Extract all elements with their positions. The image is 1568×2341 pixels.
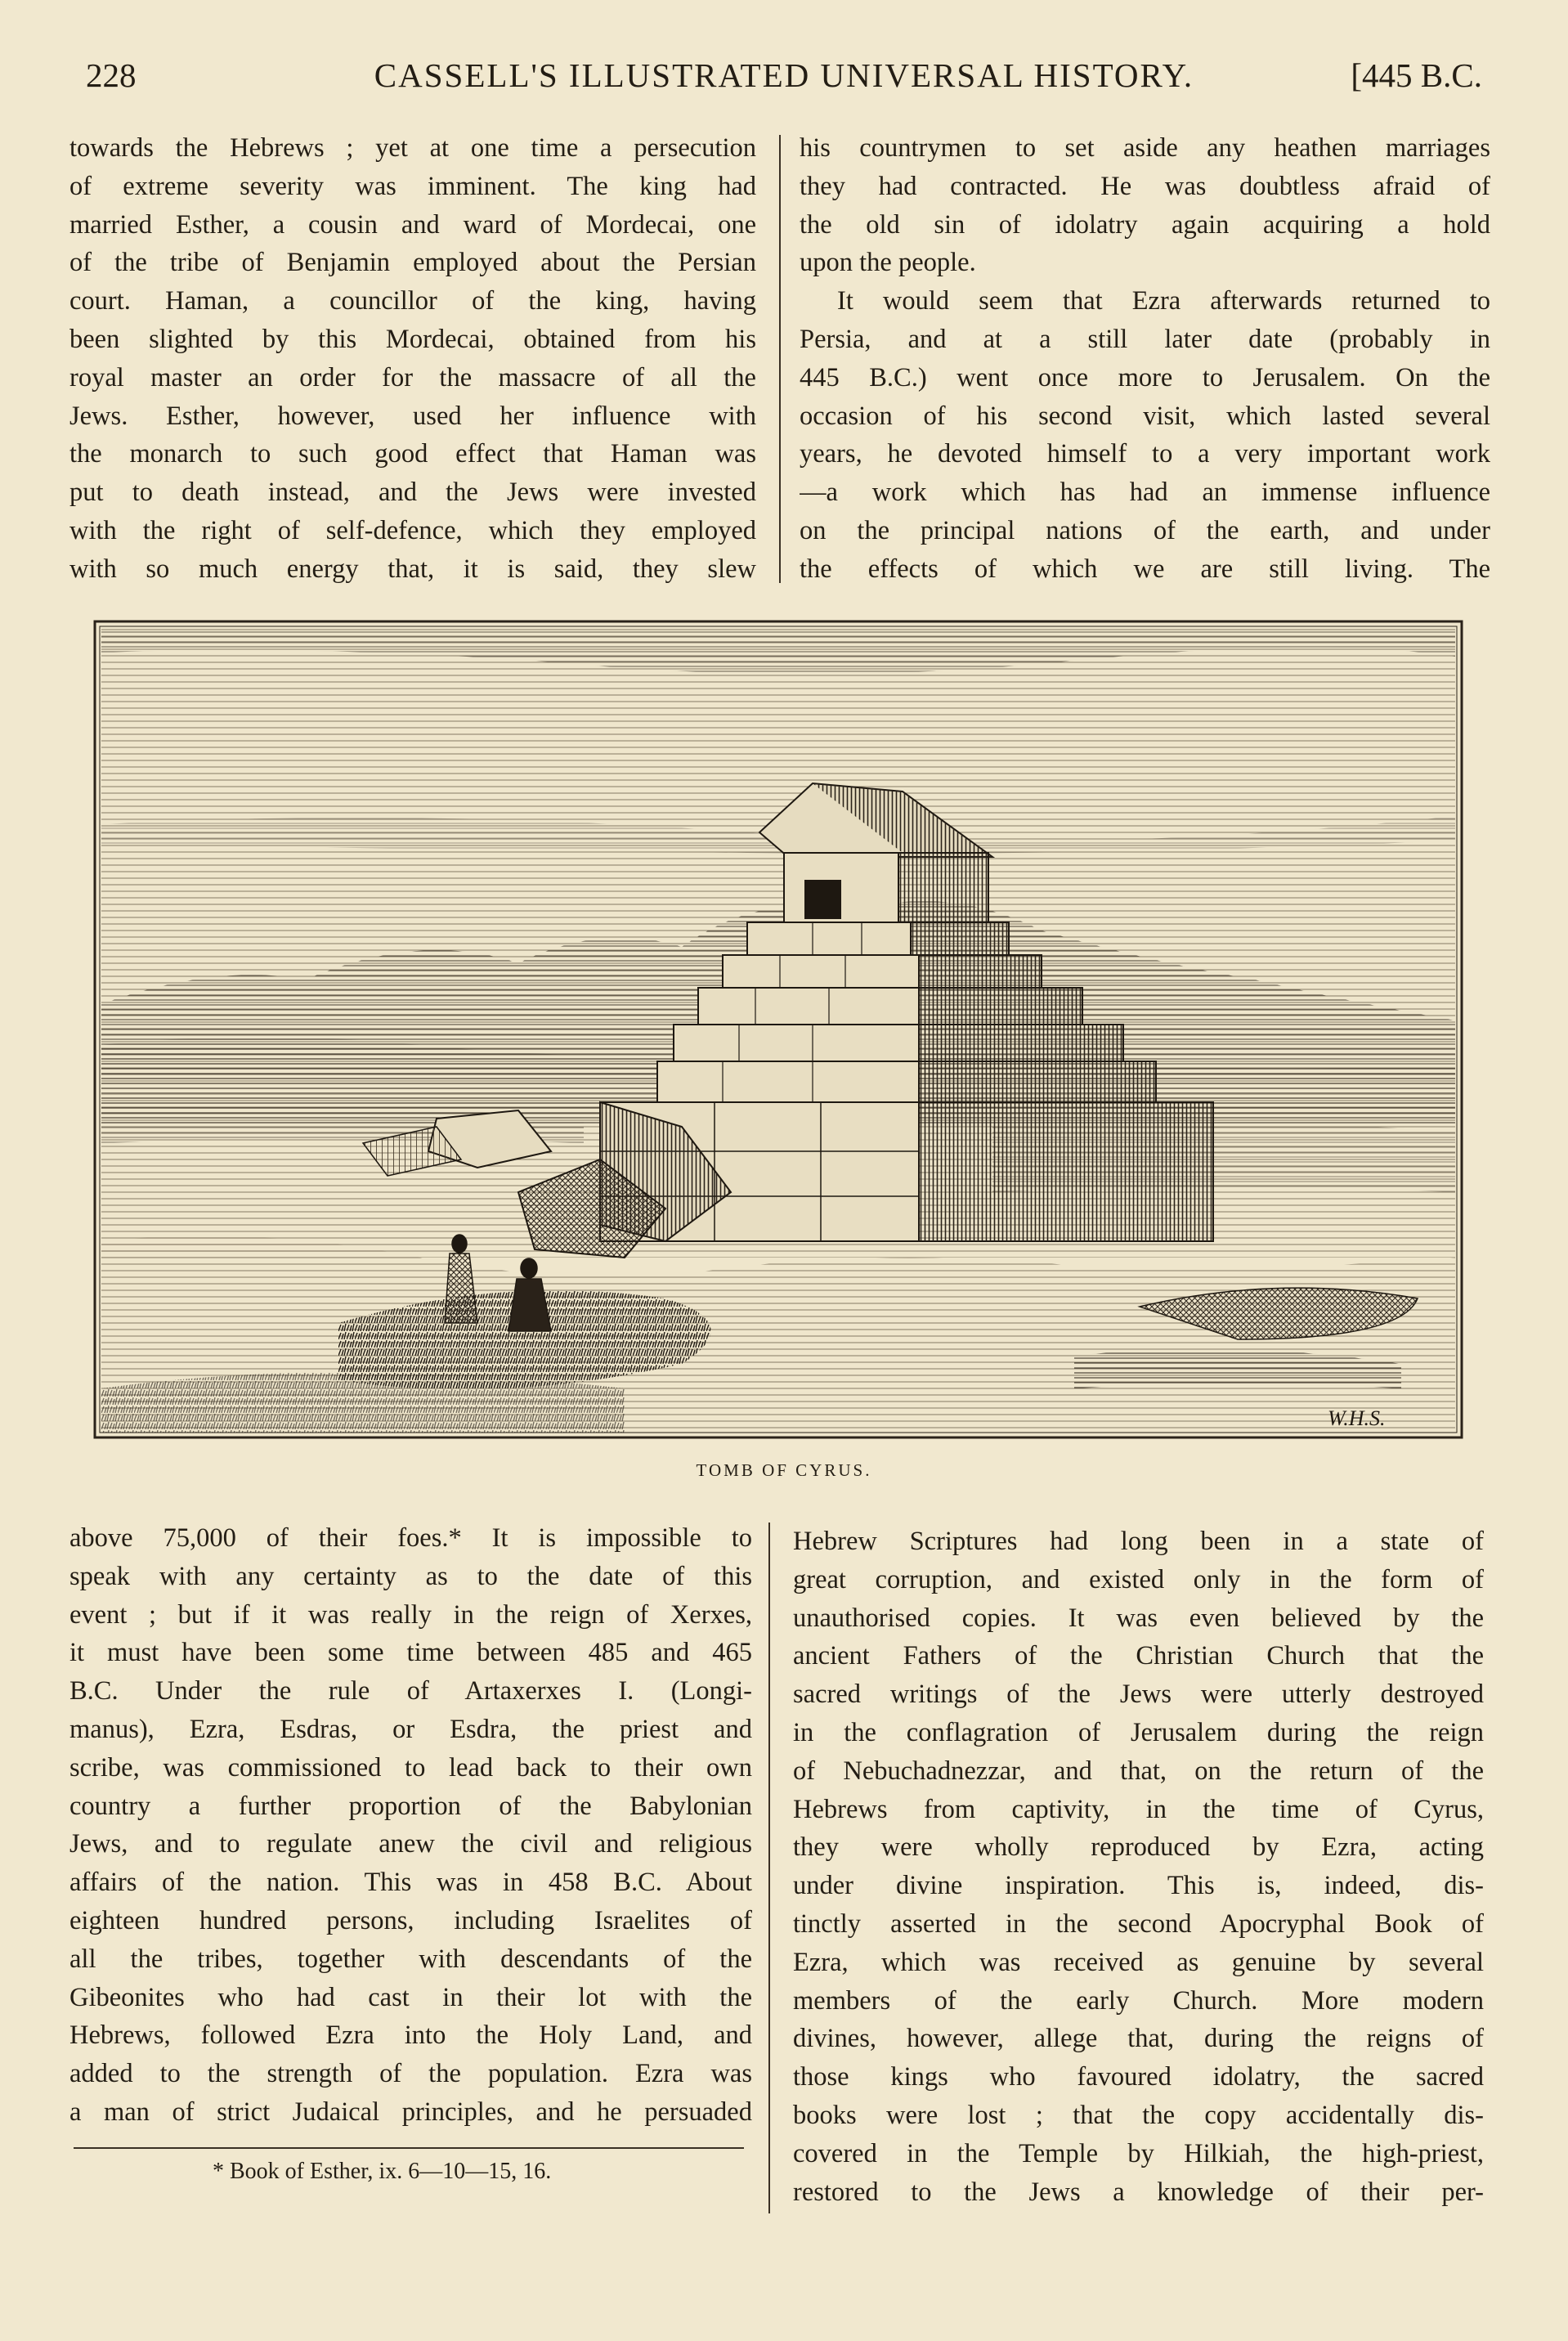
- text-line: great corruption, and existed only in the form of: [793, 1564, 1484, 1594]
- text-line: of extreme severity was imminent. The king had: [69, 171, 756, 201]
- text-line: Hebrews from captivity, in the time of Cyrus,: [793, 1794, 1484, 1824]
- text-line: it must have been some time between 485 and 465: [69, 1638, 752, 1668]
- footnote: * Book of Esther, ix. 6—10—15, 16.: [213, 2159, 552, 2184]
- text-line: Jews, and to regulate anew the civil and religious: [69, 1829, 752, 1859]
- text-line: of Nebuchadnezzar, and that, on the return of the: [793, 1756, 1484, 1786]
- text-line: country a further proportion of the Babylonian: [69, 1791, 752, 1821]
- column-divider: [779, 135, 781, 583]
- date-reference: [445 B.C.: [1351, 56, 1482, 94]
- text-line: a man of strict Judaical principles, and he persuaded: [69, 2097, 752, 2127]
- running-title: CASSELL'S ILLUSTRATED UNIVERSAL HISTORY.: [374, 56, 1194, 94]
- text-line: Gibeonites who had cast in their lot with the: [69, 1982, 752, 2012]
- text-line: his countrymen to set aside any heathen marriages: [800, 133, 1490, 163]
- page-header: [86, 51, 1482, 100]
- text-line: the effects of which we are still living. The: [800, 554, 1490, 584]
- text-line: all the tribes, together with descendants of the: [69, 1944, 752, 1974]
- text-line: in the conflagration of Jerusalem during the reign: [793, 1717, 1484, 1747]
- text-line: members of the early Church. More modern: [793, 1985, 1484, 2016]
- text-line: been slighted by this Mordecai, obtained from his: [69, 324, 756, 354]
- text-line: ancient Fathers of the Christian Church that the: [793, 1641, 1484, 1671]
- text-line: with the right of self-defence, which they employed: [69, 515, 756, 545]
- text-line: affairs of the nation. This was in 458 B.C. About: [69, 1868, 752, 1898]
- text-line: covered in the Temple by Hilkiah, the high-priest,: [793, 2138, 1484, 2168]
- artist-signature: W.H.S.: [1328, 1406, 1386, 1430]
- text-line: 445 B.C.) went once more to Jerusalem. On the: [800, 362, 1490, 392]
- text-line: Hebrews, followed Ezra into the Holy Land, and: [69, 2020, 752, 2051]
- text-line: B.C. Under the rule of Artaxerxes I. (Longi-: [69, 1676, 752, 1706]
- text-line: added to the strength of the population. Ezra was: [69, 2059, 752, 2089]
- text-line: the old sin of idolatry again acquiring a hold: [800, 209, 1490, 240]
- text-line: scribe, was commissioned to lead back to their own: [69, 1752, 752, 1783]
- text-line: royal master an order for the massacre of all the: [69, 362, 756, 392]
- text-column-bottom-left: [69, 1519, 752, 2132]
- text-line: occasion of his second visit, which lasted several: [800, 401, 1490, 431]
- text-line: with so much energy that, it is said, they slew: [69, 554, 756, 584]
- figure-caption: TOMB OF CYRUS.: [696, 1460, 872, 1480]
- text-line: of the tribe of Benjamin employed about the Persian: [69, 248, 756, 278]
- text-line: those kings who favoured idolatry, the sacred: [793, 2062, 1484, 2092]
- text-line: they were wholly reproduced by Ezra, acting: [793, 1832, 1484, 1863]
- text-line: tinctly asserted in the second Apocryphal Book of: [793, 1908, 1484, 1939]
- text-line: It would seem that Ezra afterwards returned to: [837, 286, 1490, 316]
- text-line: Hebrew Scriptures had long been in a state of: [793, 1527, 1484, 1556]
- text-line: Persia, and at a still later date (probably in: [800, 324, 1490, 354]
- text-line: upon the people.: [800, 248, 976, 278]
- text-line: divines, however, allege that, during the reigns of: [793, 2024, 1484, 2054]
- text-line: married Esther, a cousin and ward of Mordecai, one: [69, 209, 756, 240]
- text-line: restored to the Jews a knowledge of their per-: [793, 2177, 1484, 2207]
- text-line: —a work which has had an immense influence: [800, 478, 1490, 508]
- text-line: the monarch to such good effect that Haman was: [69, 439, 756, 469]
- text-line: years, he devoted himself to a very important work: [800, 439, 1490, 469]
- text-line: towards the Hebrews ; yet at one time a persecution: [69, 133, 756, 163]
- text-line: unauthorised copies. It was even believed by the: [793, 1603, 1484, 1633]
- column-divider: [768, 1523, 770, 2213]
- text-line: under divine inspiration. This is, indeed, dis-: [793, 1871, 1484, 1901]
- text-line: court. Haman, a councillor of the king, having: [69, 286, 756, 316]
- text-line: they had contracted. He was doubtless afraid of: [800, 171, 1490, 201]
- text-line: put to death instead, and the Jews were invested: [69, 478, 756, 508]
- text-line: sacred writings of the Jews were utterly destroyed: [793, 1680, 1484, 1710]
- text-line: speak with any certainty as to the date of this: [69, 1561, 752, 1591]
- text-column-bottom-right: [793, 1523, 1484, 2211]
- text-line: books were lost ; that the copy accidentally dis-: [793, 2100, 1484, 2130]
- text-line: eighteen hundred persons, including Israelites of: [69, 1905, 752, 1935]
- footnote-rule: [74, 2147, 744, 2149]
- text-line: above 75,000 of their foes.* It is impossible to: [69, 1523, 752, 1553]
- text-line: manus), Ezra, Esdras, or Esdra, the priest and: [69, 1714, 752, 1744]
- text-column-top-left: [69, 129, 756, 589]
- text-line: Ezra, which was received as genuine by several: [793, 1947, 1484, 1977]
- text-line: on the principal nations of the earth, and under: [800, 515, 1490, 545]
- text-column-top-right: [800, 129, 1490, 589]
- text-line: event ; but if it was really in the reign of Xerxes,: [69, 1599, 752, 1630]
- text-line: Jews. Esther, however, used her influence with: [69, 401, 756, 431]
- page-number: 228: [86, 56, 137, 94]
- tomb-of-cyrus-engraving: [93, 620, 1463, 1439]
